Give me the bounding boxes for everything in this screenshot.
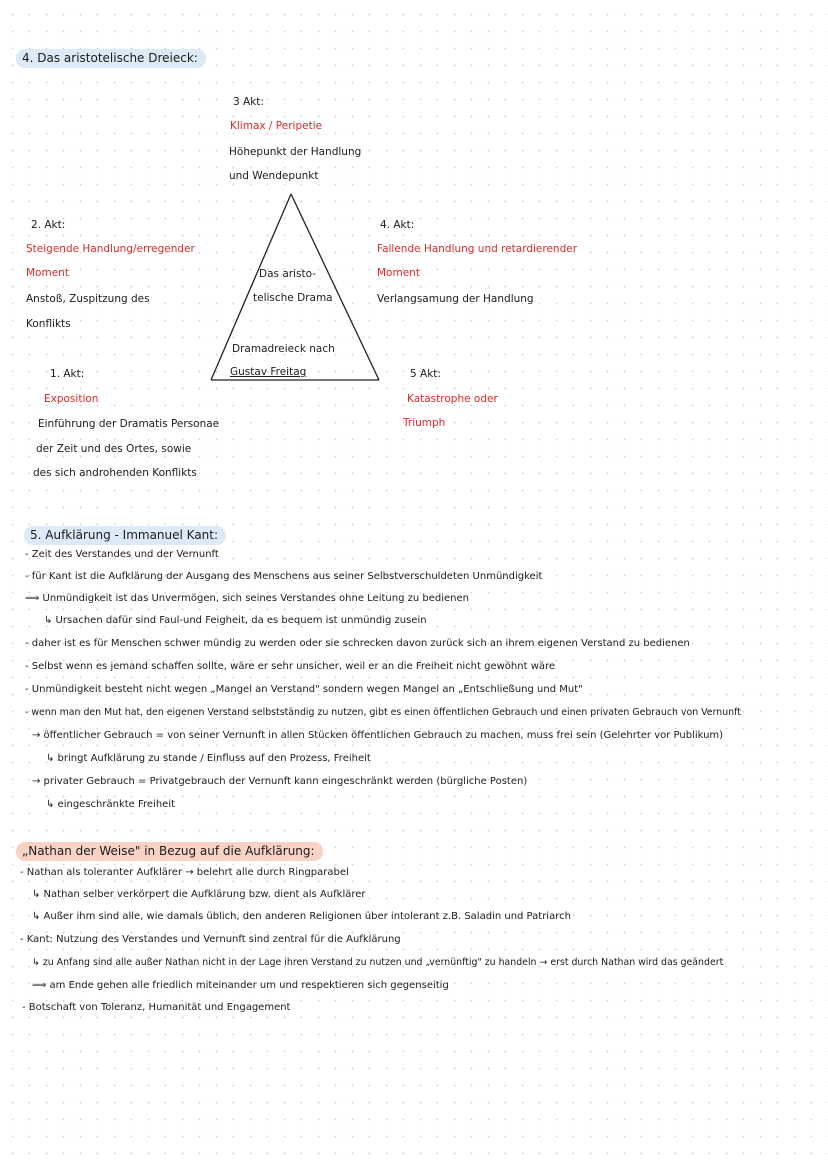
act4-title: 4. Akt: [380,219,415,231]
act2-desc-line2: Konflikts [26,318,71,330]
kant-line: - Unmündigkeit besteht nicht wegen „Mangel an Verstand" sondern wegen Mangel an „Entschließung und Mut" [25,684,583,695]
nathan-line: ↳ zu Anfang sind alle außer Nathan nicht in der Lage ihren Verstand zu nutzen und „vernünftig" zu handeln → erst durch Nathan wird das geändert [32,957,724,968]
act1-title: 1. Akt: [50,368,85,380]
act2-desc-line1: Anstoß, Zuspitzung des [26,293,150,305]
triangle-text-line1: Das aristo- [259,268,316,280]
kant-line: ↳ eingeschränkte Freiheit [46,799,176,810]
act2-term-line2: Moment [26,267,69,279]
nathan-line: - Botschaft von Toleranz, Humanität und Engagement [22,1002,291,1013]
section-heading-dreieck: 4. Das aristotelische Dreieck: [16,49,206,68]
act1-desc-line3: des sich androhenden Konflikts [33,467,197,479]
section-heading-kant: 5. Aufklärung - Immanuel Kant: [24,526,226,545]
triangle-text-line3: Dramadreieck nach [232,343,335,355]
act2-term-line1: Steigende Handlung/erregender [26,243,195,255]
nathan-line: - Kant: Nutzung des Verstandes und Vernunft sind zentral für die Aufklärung [20,934,401,945]
kant-line: - Selbst wenn es jemand schaffen sollte, wäre er sehr unsicher, weil er an die Freiheit nicht gewöhnt wäre [25,661,556,672]
act1-term: Exposition [44,393,99,405]
nathan-line: ⟹ am Ende gehen alle friedlich miteinander um und respektieren sich gegenseitig [32,980,449,991]
kant-line: → öffentlicher Gebrauch = von seiner Vernunft in allen Stücken öffentlichen Gebrauch zu machen, muss frei sein (Gelehrter vor Publikum) [32,730,724,741]
kant-line: - wenn man den Mut hat, den eigenen Verstand selbstständig zu nutzen, gibt es einen öffentlichen Gebrauch und einen privaten Gebrauch von Vernunft [25,707,741,718]
triangle-text-line4: Gustav Freitag [230,366,307,378]
kant-line: - daher ist es für Menschen schwer mündig zu werden oder sie schrecken davon zurück sich an ihrem eigenen Verstand zu bedienen [25,638,690,649]
act3-term: Klimax / Peripetie [230,120,323,132]
kant-line: ↳ bringt Aufklärung zu stande / Einfluss auf den Prozess, Freiheit [46,753,371,764]
kant-line: → privater Gebrauch = Privatgebrauch der Vernunft kann eingeschränkt werden (bürgliche Posten) [32,776,528,787]
kant-line: - Zeit des Verstandes und der Vernunft [25,549,219,560]
act5-term-line1: Katastrophe oder [407,393,498,405]
act4-term-line2: Moment [377,267,420,279]
act1-desc-line2: der Zeit und des Ortes, sowie [36,443,192,455]
nathan-line: ↳ Außer ihm sind alle, wie damals üblich, den anderen Religionen über intolerant z.B. Saladin und Patriarch [32,911,571,922]
act1-desc-line1: Einführung der Dramatis Personae [38,418,220,430]
act5-title: 5 Akt: [410,368,441,380]
act2-title: 2. Akt: [31,219,66,231]
act3-title: 3 Akt: [233,96,264,108]
nathan-line: ↳ Nathan selber verkörpert die Aufklärung bzw. dient als Aufklärer [32,889,366,900]
kant-line: - für Kant ist die Aufklärung der Ausgang des Menschens aus seiner Selbstverschuldeten Unmündigkeit [25,571,543,582]
nathan-line: - Nathan als toleranter Aufklärer → belehrt alle durch Ringparabel [20,867,349,878]
section-heading-nathan: „Nathan der Weise" in Bezug auf die Aufklärung: [16,842,323,861]
act4-desc-line1: Verlangsamung der Handlung [377,293,534,305]
kant-line: ↳ Ursachen dafür sind Faul-und Feigheit, da es bequem ist unmündig zusein [44,615,427,626]
act4-term-line1: Fallende Handlung und retardierender [377,243,578,255]
act5-term-line2: Triumph [403,417,446,429]
act3-desc-line2: und Wendepunkt [229,170,319,182]
act3-desc-line1: Höhepunkt der Handlung [229,146,362,158]
kant-line: ⟹ Unmündigkeit ist das Unvermögen, sich seines Verstandes ohne Leitung zu bedienen [25,593,469,604]
triangle-text-line2: telische Drama [253,292,333,304]
